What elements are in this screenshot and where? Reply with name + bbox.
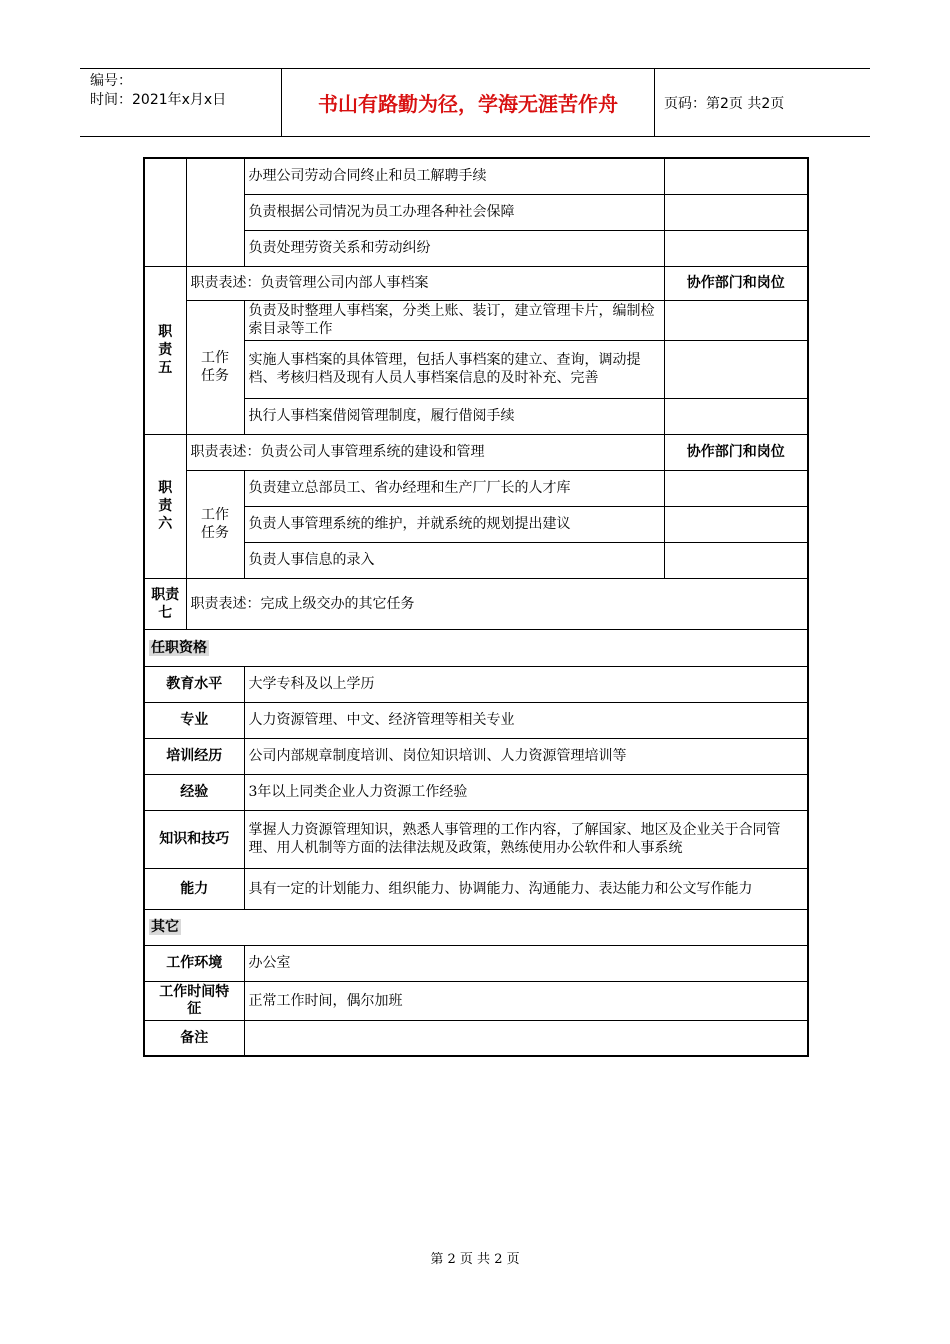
task-cell: 实施人事档案的具体管理，包括人事档案的建立、查询，调动提档、考核归档及现有人员人事档案信息的及时补充、完善: [244, 340, 664, 398]
duty5-task-label: 工作 任务: [186, 300, 244, 434]
qualification-value: 大学专科及以上学历: [244, 666, 808, 702]
qualifications-title: 任职资格: [144, 629, 808, 666]
collab-cell: [664, 470, 808, 506]
other-title: 其它: [144, 909, 808, 945]
duty5-collab-header: 协作部门和岗位: [664, 266, 808, 300]
document-number: 编号：: [90, 73, 132, 89]
collab-cell: [664, 340, 808, 398]
task-cell: 负责处理劳资关系和劳动纠纷: [244, 230, 664, 266]
collab-cell: [664, 506, 808, 542]
qualification-label: 知识和技巧: [144, 810, 244, 868]
qualification-value: 具有一定的计划能力、组织能力、协调能力、沟通能力、表达能力和公文写作能力: [244, 868, 808, 909]
duty6-collab-header: 协作部门和岗位: [664, 434, 808, 470]
other-label: 工作环境: [144, 945, 244, 981]
task-cell: 负责根据公司情况为员工办理各种社会保障: [244, 194, 664, 230]
task-cell: 执行人事档案借阅管理制度，履行借阅手续: [244, 398, 664, 434]
page-footer: 第 2 页 共 2 页: [430, 1252, 520, 1267]
duty6-statement: 职责表述：负责公司人事管理系统的建设和管理: [186, 434, 664, 470]
collab-cell: [664, 300, 808, 340]
task-cell: 负责人事管理系统的维护，并就系统的规划提出建议: [244, 506, 664, 542]
duty5-statement: 职责表述：负责管理公司内部人事档案: [186, 266, 664, 300]
collab-cell: [664, 158, 808, 194]
job-description-table: [143, 157, 809, 1057]
collab-cell: [664, 542, 808, 578]
other-label: 工作时间特 征: [144, 981, 244, 1020]
task-cell: 负责人事信息的录入: [244, 542, 664, 578]
qualification-value: 公司内部规章制度培训、岗位知识培训、人力资源管理培训等: [244, 738, 808, 774]
task-cell: 负责及时整理人事档案，分类上账、装订，建立管理卡片，编制检索目录等工作: [244, 300, 664, 340]
document-date: 时间：2021年x月x日: [90, 92, 227, 108]
qualification-value: 掌握人力资源管理知识，熟悉人事管理的工作内容，了解国家、地区及企业关于合同管理、用人机制等方面的法律法规及政策，熟练使用办公软件和人事系统: [244, 810, 808, 868]
header-meta: [80, 69, 281, 136]
collab-cell: [664, 194, 808, 230]
qualification-label: 教育水平: [144, 666, 244, 702]
qualification-label: 专业: [144, 702, 244, 738]
other-label: 备注: [144, 1020, 244, 1056]
qualification-value: 3年以上同类企业人力资源工作经验: [244, 774, 808, 810]
qualification-label: 能力: [144, 868, 244, 909]
page-header: [80, 68, 870, 137]
header-motto: 书山有路勤为径，学海无涯苦作舟: [281, 69, 655, 136]
qualification-label: 培训经历: [144, 738, 244, 774]
header-page-info: 页码：第2页 共2页: [664, 95, 785, 112]
duty7-statement: 职责表述：完成上级交办的其它任务: [186, 578, 808, 629]
continued-task-label-cell: [186, 158, 244, 266]
duty5-label: 职 责 五: [144, 266, 186, 434]
duty6-task-label: 工作 任务: [186, 470, 244, 578]
qualification-label: 经验: [144, 774, 244, 810]
duty6-label: 职 责 六: [144, 434, 186, 578]
task-cell: 办理公司劳动合同终止和员工解聘手续: [244, 158, 664, 194]
continued-duty-label-cell: [144, 158, 186, 266]
other-value: 办公室: [244, 945, 808, 981]
other-value: [244, 1020, 808, 1056]
collab-cell: [664, 398, 808, 434]
qualification-value: 人力资源管理、中文、经济管理等相关专业: [244, 702, 808, 738]
task-cell: 负责建立总部员工、省办经理和生产厂厂长的人才库: [244, 470, 664, 506]
other-value: 正常工作时间，偶尔加班: [244, 981, 808, 1020]
collab-cell: [664, 230, 808, 266]
duty7-label: 职责 七: [144, 578, 186, 629]
